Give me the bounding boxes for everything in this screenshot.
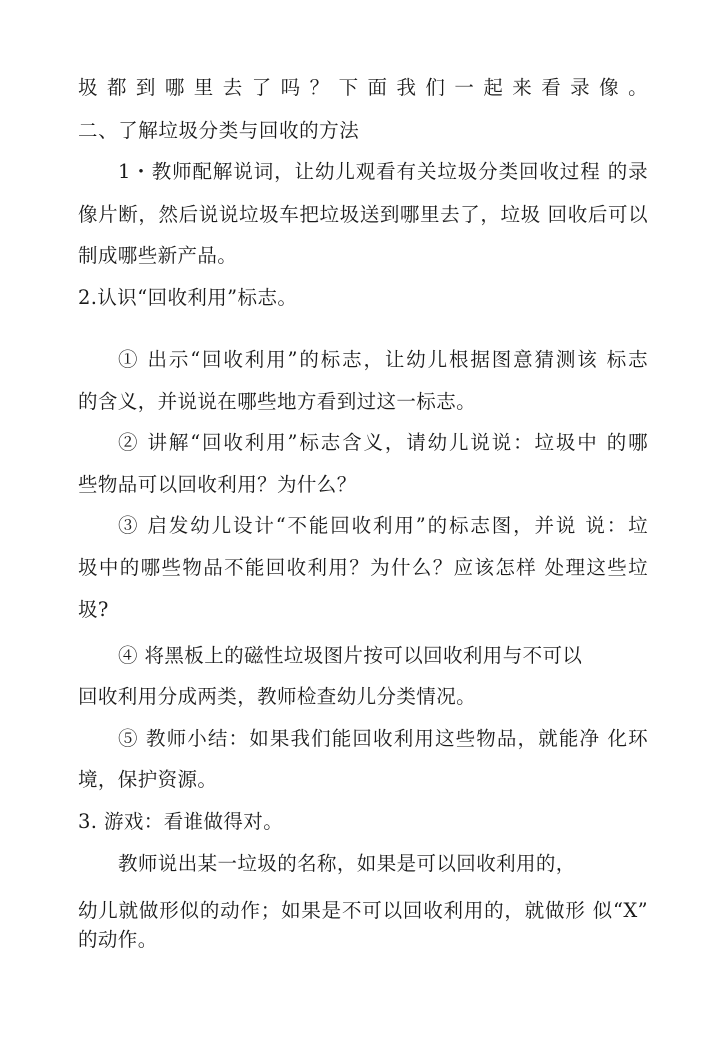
paragraph-line: ① 出示“回收利用”的标志，让幼儿根据图意猜测该 标志 — [118, 348, 648, 371]
paragraph-line: 教师说出某一垃圾的名称，如果是可以回收利用的， — [118, 852, 576, 875]
paragraph-line: 的含义，并说说在哪些地方看到过这一标志。 — [78, 390, 477, 413]
paragraph-line: 境，保护资源。 — [78, 768, 218, 791]
paragraph-line: 回收利用分成两类，教师检查幼儿分类情况。 — [78, 685, 477, 708]
paragraph-line: 1・教师配解说词，让幼儿观看有关垃圾分类回收过程 的录 — [118, 160, 648, 183]
paragraph-line: ④ 将黑板上的磁性垃圾图片按可以回收利用与不可以 — [118, 644, 583, 667]
paragraph-line: 制成哪些新产品。 — [78, 244, 238, 267]
paragraph-line: 的动作。 — [78, 928, 158, 951]
subsection-heading: 3. 游戏：看谁做得对。 — [78, 810, 284, 833]
paragraph-line: 圾中的哪些物品不能回收利用？为什么？应该怎样 处理这些垃 — [78, 556, 648, 579]
paragraph-line: 圾都到哪里去了吗？下面我们一起来看录像。 — [78, 76, 648, 99]
paragraph-line: ⑤ 教师小结：如果我们能回收利用这些物品，就能净 化环 — [118, 727, 648, 750]
paragraph-line: ③ 启发幼儿设计“不能回收利用”的标志图，并说 说：垃 — [118, 514, 648, 537]
paragraph-line: 些物品可以回收利用？为什么？ — [78, 473, 357, 496]
section-heading: 二、了解垃圾分类与回收的方法 — [78, 119, 360, 142]
paragraph-line: 圾? — [78, 598, 109, 621]
paragraph-line: ② 讲解“回收利用”标志含义，请幼儿说说：垃圾中 的哪 — [118, 431, 648, 454]
paragraph-line: 幼儿就做形似的动作；如果是不可以回收利用的，就做形 似“X” — [78, 899, 648, 922]
paragraph-line: 像片断，然后说说垃圾车把垃圾送到哪里去了，垃圾 回收后可以 — [78, 203, 648, 226]
subsection-heading: 2.认识“回收利用”标志。 — [78, 286, 298, 309]
